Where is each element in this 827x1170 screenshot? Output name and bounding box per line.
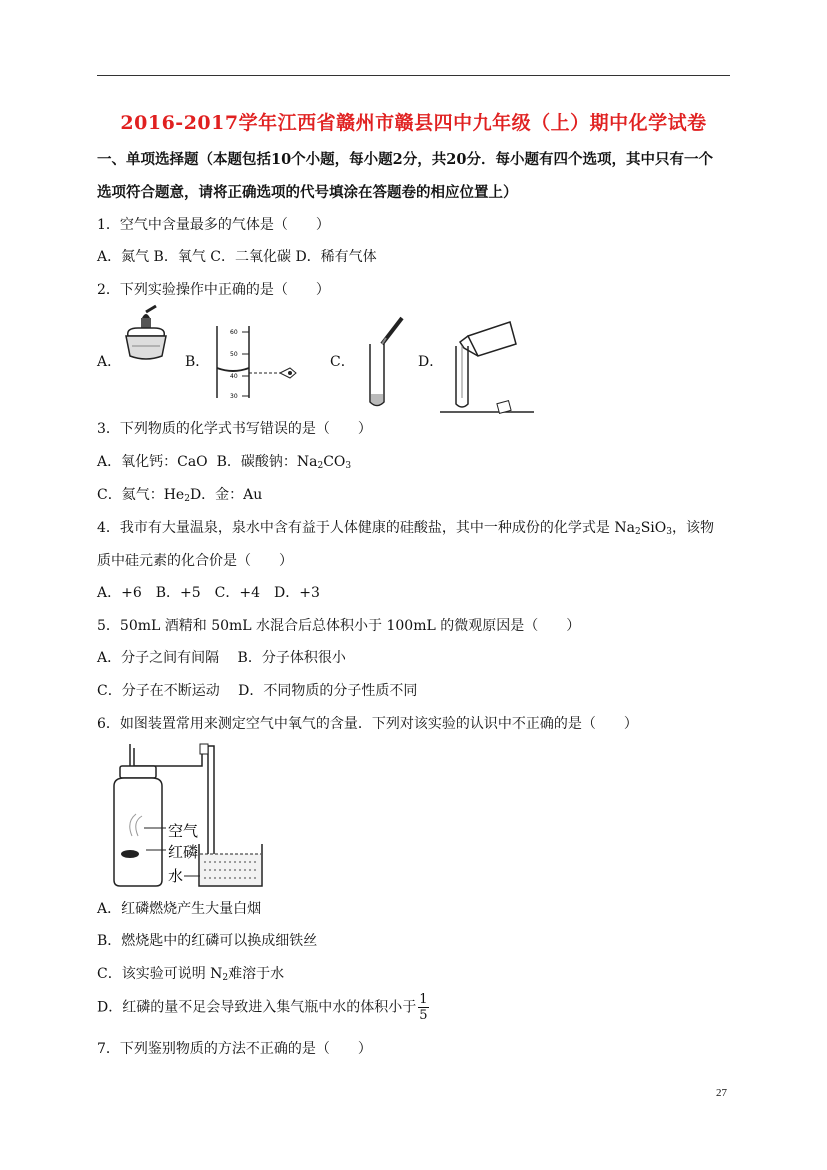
q5-stem: 5．50mL 酒精和 50mL 水混合后总体积小于 100mL 的微观原因是（ ） [97,618,581,634]
q3-option-a: A．氧化钙：CaO [97,454,208,470]
fraction-one-fifth: $\frac{1}{5}$ [419,992,428,1023]
tick-label: 30 [230,393,238,400]
figure-label-water: 水 [168,867,184,885]
figure-label-air: 空气 [168,822,199,840]
q5-options-row1: A．分子之间有间隔 B．分子体积很小 [97,650,346,666]
header-rule [97,75,730,76]
q3-option-c: C．氦气：$He_2$ [97,487,190,504]
q4-stem-line2: 质中硅元素的化合价是（ ） [97,553,293,569]
q7-stem: 7．下列鉴别物质的方法不正确的是（ ） [97,1041,372,1057]
q3-option-d: D．金：Au [189,487,263,503]
q6-option-a: A．红磷燃烧产生大量白烟 [97,901,262,917]
q6-option-c: C．该实验可说明 $N_2$难溶于水 [97,966,285,983]
q1-options: A．氮气 B．氧气 C．二氧化碳 D．稀有气体 [97,249,377,265]
q2-option-b-label: B． [185,354,210,370]
q4-options: A．+6 B．+5 C．+4 D．+3 [97,585,320,601]
tick-label: 60 [230,329,238,336]
q3-options-row1 [97,451,351,471]
tick-label: 50 [230,351,238,358]
q6-stem: 6．如图装置常用来测定空气中氧气的含量．下列对该实验的认识中不正确的是（ ） [97,716,638,732]
q3-options-row2 [97,484,262,504]
q3-stem: 3．下列物质的化学式书写错误的是（ ） [97,421,372,437]
page-title: 2016-2017学年江西省赣州市赣县四中九年级（上）期中化学试卷 [120,112,707,134]
q1-stem: 1．空气中含量最多的气体是（ ） [97,217,330,233]
pouring-liquid-figure [438,318,538,414]
graduated-cylinder-figure [212,326,302,401]
q6-option-b: B．燃烧匙中的红磷可以换成细铁丝 [97,933,318,949]
q2-option-d-label: D． [418,354,444,370]
oxygen-measurement-apparatus-figure [104,744,264,890]
alcohol-lamp-figure [118,306,173,376]
q6-option-d: D．红磷的量不足会导致进入集气瓶中水的体积小于 $\frac{1}{5}$ [97,992,428,1023]
figure-label-red-phosphorus: 红磷 [168,843,199,861]
dropper-test-tube-figure [360,316,405,410]
q2-stem: 2．下列实验操作中正确的是（ ） [97,282,330,298]
q2-option-c-label: C． [330,354,355,370]
q5-options-row2: C．分子在不断运动 D．不同物质的分子性质不同 [97,683,418,699]
q4-stem-line1: 4．我市有大量温泉，泉水中含有益于人体健康的硅酸盐，其中一种成份的化学式是 $Na_2SiO_3$，该物 [97,520,714,537]
q2-option-a-label: A． [97,354,122,370]
tick-label: 40 [230,373,238,380]
section-heading-line1: 一、单项选择题（本题包括10个小题，每小题2分，共20分．每小题有四个选项，其中只有一个 [97,151,713,168]
section-heading-line2: 选项符合题意，请将正确选项的代号填涂在答题卷的相应位置上） [97,184,518,201]
page-number: 27 [716,1087,727,1099]
q3-option-b: B．碳酸钠：$Na_2CO_3$ [216,454,352,471]
